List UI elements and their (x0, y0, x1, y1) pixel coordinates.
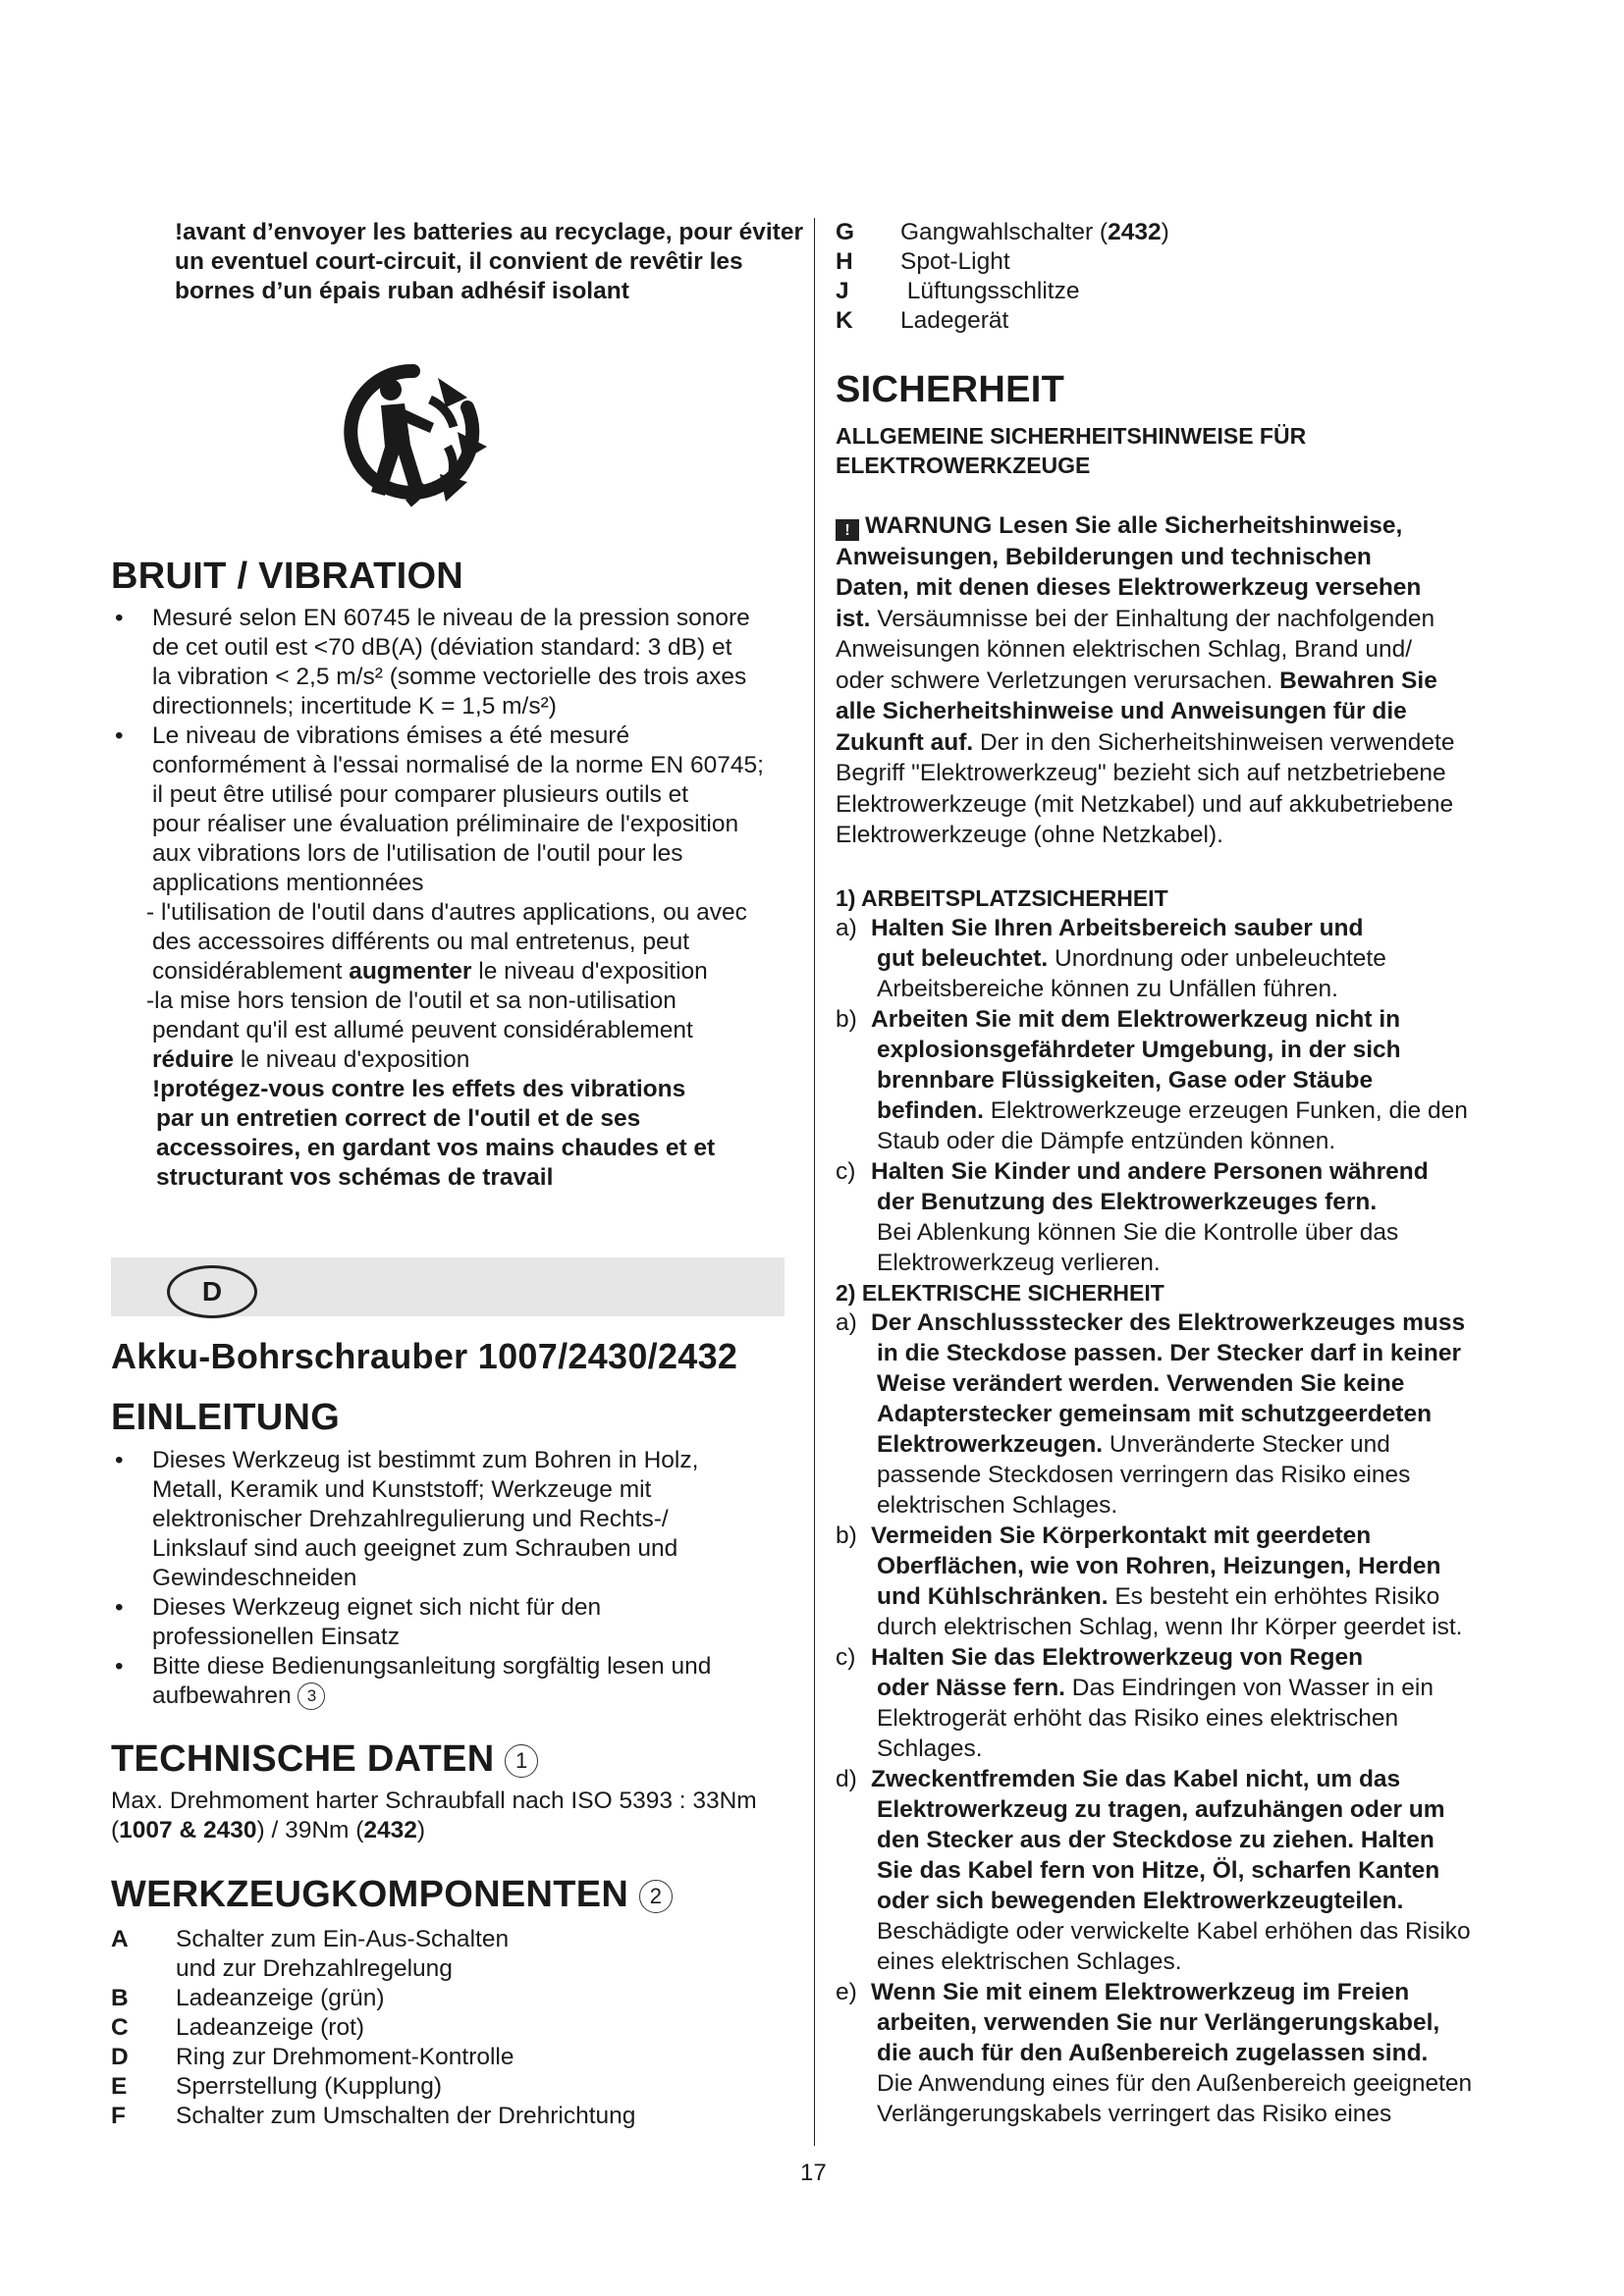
text-line (871, 943, 1533, 974)
component-item (836, 247, 1523, 277)
component-key: F (111, 2103, 126, 2129)
heading-text: TECHNISCHE DATEN (111, 1738, 495, 1780)
allgemeine-heading (836, 421, 1523, 480)
component-item (836, 277, 1523, 306)
text-line: passende Steckdosen verringern das Risiko eines (877, 1462, 1411, 1488)
component-text: Spot-Light (900, 248, 1010, 275)
text-run-bold: befinden. (877, 1097, 984, 1124)
text-run-bold: WARNUNG Lesen Sie alle Sicherheitshinweise, (865, 512, 1403, 539)
text-run: Versäumnisse bei der Einhaltung der nachfolgenden (870, 605, 1435, 632)
component-item (111, 2102, 798, 2131)
warning-triangle-icon: ! (836, 519, 859, 541)
text-line: elektrischen Schlages. (877, 1492, 1118, 1519)
page-number: 17 (800, 2160, 827, 2186)
technische-daten-heading (111, 1737, 538, 1781)
section-arbeitsplatz-heading: 1) ARBEITSPLATZSICHERHEIT (836, 885, 1168, 911)
text-line: Schlages. (877, 1735, 983, 1762)
component-item (836, 218, 1523, 247)
component-list-continued (836, 218, 1523, 336)
text-run: Elektrowerkzeuge erzeugen Funken, die den (983, 1097, 1468, 1124)
technische-daten-body (111, 1787, 798, 1845)
einleitung-bullet-3 (111, 1652, 798, 1711)
text-line: directionnels; incertitude K = 1,5 m/s²) (152, 693, 557, 720)
component-text: Schalter zum Ein-Aus-Schalten (176, 1926, 510, 1952)
safety-item-2c (836, 1642, 1533, 1764)
text-line (146, 958, 708, 985)
text-line (871, 1581, 1533, 1612)
text-run-bold: explosionsgefährdeter Umgebung, in der sich (877, 1037, 1401, 1063)
text-run-bold: Anweisungen, Bebilderungen und technischen (836, 543, 1372, 570)
text-line: applications mentionnées (152, 870, 424, 896)
text-line: Dieses Werkzeug eignet sich nicht für den (152, 1594, 602, 1621)
text-run-bold: Elektrowerkzeug zu tragen, aufzuhängen oder um (877, 1796, 1445, 1823)
text-run-bold: Oberflächen, wie von Rohren, Heizungen, Herden (877, 1553, 1441, 1579)
bruit-protect-note (111, 1075, 798, 1193)
column-divider (814, 218, 815, 2146)
safety-item-2a (836, 1308, 1533, 1521)
text-run-bold: gut beleuchtet. (877, 945, 1049, 972)
safety-sections (836, 883, 1533, 2129)
text-line: Elektrowerkzeuge (ohne Netzkabel). (836, 822, 1223, 848)
torque-line-2 (111, 1816, 798, 1845)
text-run-bold: Halten Sie das Elektrowerkzeug von Regen (871, 1644, 1364, 1671)
text-run: ) / 39Nm ( (256, 1817, 364, 1843)
heading-text: WERKZEUGKOMPONENTEN (111, 1874, 629, 1915)
text-run-bold: 2432 (363, 1817, 417, 1843)
text-run: Es besteht ein erhöhtes Risiko (1108, 1583, 1440, 1610)
text-line: Elektrowerkzeug verlieren. (877, 1250, 1161, 1276)
component-item (111, 1925, 798, 1954)
text-run-bold: Bewahren Sie (1279, 667, 1437, 694)
text-run: ( (111, 1817, 120, 1843)
text-line: elektronischer Drehzahlregulierung und Rechts-/ (152, 1506, 669, 1532)
text-run: considérablement (152, 958, 350, 985)
text-run: oder schwere Verletzungen verursachen. (836, 667, 1280, 694)
text-line: Die Anwendung eines für den Außenbereich geeigneten (877, 2070, 1473, 2097)
text-run-bold: brennbare Flüssigkeiten, Gase oder Stäube (877, 1067, 1374, 1094)
component-text (900, 218, 1169, 247)
component-text: Lüftungsschlitze (900, 278, 1080, 304)
text-run-bold: arbeiten, verwenden Sie nur Verlängerungskabel, (877, 2009, 1440, 2036)
component-item (111, 2072, 798, 2102)
text-line: Elektrogerät erhöht das Risiko eines elektrischen (877, 1705, 1399, 1732)
component-item (111, 2013, 798, 2043)
text-line: des accessoires différents ou mal entretenus, peut (152, 929, 690, 955)
component-item (111, 1954, 798, 1984)
language-badge-d: D (167, 1265, 257, 1318)
component-text: Ladeanzeige (rot) (176, 2014, 365, 2041)
einleitung-body (111, 1446, 798, 1711)
section-elektrische-heading: 2) ELEKTRISCHE SICHERHEIT (836, 1280, 1164, 1306)
component-key: D (111, 2044, 129, 2070)
text-run-bold: alle Sicherheitshinweise und Anweisungen für die (836, 698, 1407, 724)
text-line: Elektrowerkzeuge (mit Netzkabel) und auf akkubetriebene (836, 790, 1454, 818)
text-run-bold: Der Anschlussstecker des Elektrowerkzeuges muss (871, 1309, 1466, 1336)
component-item (111, 2043, 798, 2072)
component-key: K (836, 307, 853, 334)
recycle-note: !avant d’envoyer les batteries au recyclage, pour éviter un eventuel court-circuit, il convient de revêtir les bornes d’un épais ruban adhésif isolant (175, 219, 804, 304)
bruit-bullet-1 (111, 604, 798, 721)
text-run: Unordnung oder unbeleuchtete (1048, 945, 1386, 972)
text-line (146, 1046, 469, 1073)
text-run-bold: Adapterstecker gemeinsam mit schutzgeerdeten (877, 1401, 1433, 1427)
bruit-dash-2 (111, 987, 798, 1075)
text-run-bold: Sie das Kabel fern von Hitze, Öl, scharfen Kanten (877, 1857, 1440, 1884)
component-text: und zur Drehzahlregelung (176, 1955, 453, 1982)
text-run-bold: oder sich bewegenden Elektrowerkzeugteilen. (877, 1888, 1404, 1914)
text-line: Anweisungen können elektrischen Schlag, Brand und/ (836, 636, 1413, 663)
text-run-bold: Zukunft auf. (836, 728, 974, 756)
text-line: Verlängerungskabels verringert das Risiko eines (877, 2101, 1392, 2127)
text-line: aufbewahren (152, 1682, 292, 1709)
component-key: E (111, 2073, 128, 2100)
product-title: Akku-Bohrschrauber 1007/2430/2432 (111, 1336, 738, 1376)
text-run: Der in den Sicherheitshinweisen verwendete (973, 728, 1455, 756)
text-line: -la mise hors tension de l'outil et sa non-utilisation (146, 988, 677, 1014)
sicherheit-heading: SICHERHEIT (836, 369, 1065, 410)
text-line: Le niveau de vibrations émises a été mesuré (152, 722, 630, 749)
figure-ref-1: 1 (505, 1744, 538, 1778)
text-run-bold: Wenn Sie mit einem Elektrowerkzeug im Freien (871, 1979, 1410, 2005)
bruit-vibration-body (111, 604, 798, 1193)
item-label: e) (836, 1979, 857, 2005)
text-run: ) (416, 1817, 426, 1843)
component-key: B (111, 1985, 129, 2011)
safety-item-1b (836, 1004, 1533, 1156)
text-line: pour réaliser une évaluation préliminaire de l'exposition (152, 811, 739, 837)
text-run-bold: Halten Sie Kinder und andere Personen während (871, 1158, 1429, 1185)
text-run-bold: Vermeiden Sie Körperkontakt mit geerdeten (871, 1522, 1372, 1549)
text-run-bold: augmenter (349, 958, 472, 985)
text-run-bold: und Kühlschränken. (877, 1583, 1109, 1610)
warning-paragraph (836, 510, 1523, 851)
safety-item-2e (836, 1977, 1533, 2129)
item-label: c) (836, 1158, 856, 1185)
text-line: aux vibrations lors de l'utilisation de l'outil pour les (152, 840, 683, 867)
text-line: !protégez-vous contre les effets des vibrations (152, 1076, 686, 1102)
safety-item-2b (836, 1521, 1533, 1642)
text-run-bold: der Benutzung des Elektrowerkzeuges fern. (877, 1189, 1378, 1215)
text-line: la vibration < 2,5 m/s² (somme vectorielle des trois axes (152, 664, 747, 690)
text-line: Metall, Keramik und Kunststoff; Werkzeuge mit (152, 1476, 652, 1503)
einleitung-bullet-2 (111, 1593, 798, 1652)
bruit-bullet-2 (111, 721, 798, 898)
text-run-bold: réduire (152, 1046, 235, 1073)
text-line: conformément à l'essai normalisé de la norme EN 60745; (152, 752, 764, 778)
item-label: b) (836, 1006, 857, 1033)
text-run-bold: den Stecker aus der Steckdose zu ziehen. Halten (877, 1827, 1435, 1853)
component-key: A (111, 1926, 129, 1952)
torque-line-1: Max. Drehmoment harter Schraubfall nach ISO 5393 : 33Nm (111, 1788, 757, 1814)
text-line: il peut être utilisé pour comparer plusieurs outils et (152, 781, 689, 808)
item-label: c) (836, 1644, 856, 1671)
figure-ref-2: 2 (639, 1880, 673, 1913)
text-line: eines elektrischen Schlages. (877, 1949, 1182, 1975)
safety-item-1a (836, 913, 1533, 1004)
text-run-bold: Weise verändert werden. Verwenden Sie keine (877, 1370, 1405, 1397)
text-run-bold: oder Nässe fern. (877, 1675, 1065, 1701)
text-line: Staub oder die Dämpfe entzünden können. (877, 1128, 1336, 1154)
text-line: ALLGEMEINE SICHERHEITSHINWEISE FÜR (836, 423, 1307, 449)
component-text: Ladeanzeige (grün) (176, 1985, 385, 2011)
text-run: Das Eindringen von Wasser in ein (1065, 1675, 1434, 1701)
text-line: structurant vos schémas de travail (156, 1164, 554, 1191)
text-run-bold: 1007 & 2430 (119, 1817, 257, 1843)
text-run: le niveau d'exposition (234, 1046, 470, 1073)
text-run-bold: 2432 (1108, 219, 1162, 245)
item-label: a) (836, 1309, 857, 1336)
text-line: de cet outil est <70 dB(A) (déviation standard: 3 dB) et (152, 634, 732, 661)
text-line: Linkslauf sind auch geeignet zum Schrauben und (152, 1535, 678, 1562)
component-key: G (836, 219, 855, 245)
component-key: H (836, 248, 853, 275)
text-line: - l'utilisation de l'outil dans d'autres applications, ou avec (146, 899, 747, 926)
text-line: pendant qu'il est allumé peuvent considérablement (152, 1017, 693, 1043)
bruit-dash-1 (111, 898, 798, 987)
text-line: Gewindeschneiden (152, 1565, 357, 1591)
item-label: a) (836, 915, 857, 941)
component-key: J (836, 278, 849, 304)
text-run: Gangwahlschalter ( (900, 219, 1109, 245)
component-list (111, 1925, 798, 2131)
text-run: Unveränderte Stecker und (1103, 1431, 1390, 1458)
einleitung-bullet-1 (111, 1446, 798, 1593)
item-label: d) (836, 1766, 857, 1792)
component-text: Ring zur Drehmoment-Kontrolle (176, 2044, 514, 2070)
component-key (111, 1954, 176, 1984)
text-line (871, 1095, 1533, 1126)
text-run-bold: Arbeiten Sie mit dem Elektrowerkzeug nicht in (871, 1006, 1401, 1033)
figure-ref-3: 3 (298, 1682, 325, 1710)
component-item (836, 306, 1523, 336)
text-run: le niveau d'exposition (471, 958, 708, 985)
component-text: Ladegerät (900, 307, 1009, 334)
text-run-bold: Zweckentfremden Sie das Kabel nicht, um das (871, 1766, 1401, 1792)
werkzeugkomponenten-heading (111, 1873, 673, 1916)
safety-item-1c (836, 1156, 1533, 1278)
component-text: Sperrstellung (Kupplung) (176, 2073, 443, 2100)
text-line: Beschädigte oder verwickelte Kabel erhöhen das Risiko (877, 1918, 1471, 1945)
text-run: ) (1161, 219, 1169, 245)
text-run-bold: ist. (836, 605, 871, 632)
text-run-bold: Elektrowerkzeugen. (877, 1431, 1104, 1458)
text-line (871, 1673, 1533, 1703)
text-run-bold: Halten Sie Ihren Arbeitsbereich sauber und (871, 915, 1364, 941)
component-item (111, 1984, 798, 2013)
text-line: Bitte diese Bedienungsanleitung sorgfältig lesen und (152, 1653, 712, 1680)
text-line: Arbeitsbereiche können zu Unfällen führen. (877, 976, 1338, 1002)
text-line: Begriff "Elektrowerkzeug" bezieht sich auf netzbetriebene (836, 760, 1446, 786)
text-line: ELEKTROWERKZEUGE (836, 453, 1091, 478)
text-line: Mesuré selon EN 60745 le niveau de la pression sonore (152, 605, 750, 631)
text-line: par un entretien correct de l'outil et de ses (156, 1105, 641, 1132)
safety-item-2d (836, 1764, 1533, 1977)
text-line (871, 1429, 1533, 1460)
text-run-bold: Daten, mit denen dieses Elektrowerkzeug versehen (836, 574, 1422, 601)
bruit-vibration-heading: BRUIT / VIBRATION (111, 556, 464, 597)
text-line: professionellen Einsatz (152, 1624, 400, 1650)
item-label: b) (836, 1522, 857, 1549)
text-line: accessoires, en gardant vos mains chaudes et et (156, 1135, 716, 1161)
text-line: durch elektrischen Schlag, wenn Ihr Körper geerdet ist. (877, 1614, 1463, 1640)
component-text: Schalter zum Umschalten der Drehrichtung (176, 2103, 636, 2129)
einleitung-heading: EINLEITUNG (111, 1397, 341, 1438)
text-run-bold: in die Steckdose passen. Der Stecker darf in keiner (877, 1340, 1462, 1366)
component-key: C (111, 2014, 129, 2041)
text-line: Dieses Werkzeug ist bestimmt zum Bohren in Holz, (152, 1447, 699, 1473)
text-line: Bei Ablenkung können Sie die Kontrolle über das (877, 1219, 1399, 1246)
text-run-bold: die auch für den Außenbereich zugelassen sind. (877, 2040, 1429, 2066)
recycling-triman-icon (320, 339, 507, 525)
